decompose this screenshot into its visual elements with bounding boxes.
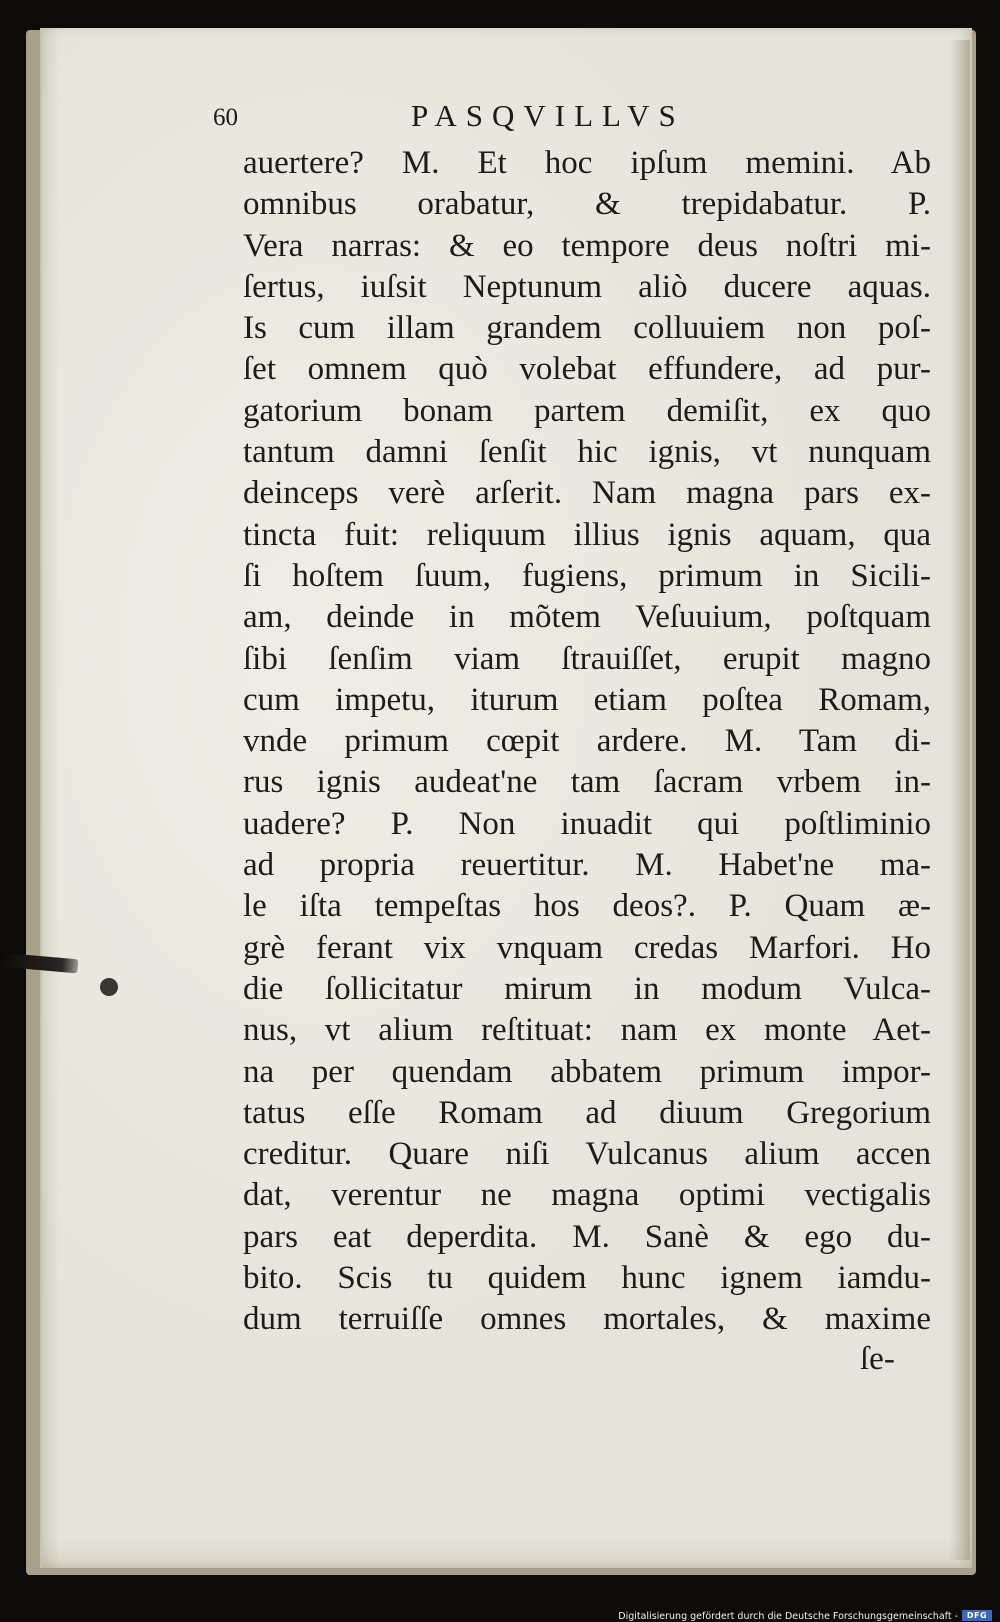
text-line: tatus eſſe Romam ad diuum Gregorium xyxy=(243,1094,931,1131)
text-line: ſet omnem quò volebat effundere, ad pur- xyxy=(243,351,931,388)
text-line: nus, vt alium reſtituat: nam ex monte Aet- xyxy=(243,1012,931,1049)
text-line: auertere? M. Et hoc ipſum memini. Ab xyxy=(243,145,931,181)
text-line: Vera narras: & eo tempore deus noſtri mi- xyxy=(243,227,931,264)
text-line: Is cum illam grandem colluuiem non poſ- xyxy=(243,310,931,347)
page-number: 60 xyxy=(213,104,238,131)
page-spot xyxy=(100,978,118,996)
text-line: pars eat deperdita. M. Sanè & ego du- xyxy=(243,1218,931,1255)
catchword: ſe- xyxy=(860,1341,895,1377)
dfg-logo-icon: DFG xyxy=(962,1610,992,1621)
text-line: vnde primum cœpit ardere. M. Tam di- xyxy=(243,723,931,760)
text-line: uadere? P. Non inuadit qui poſtliminio xyxy=(243,805,931,842)
body-text xyxy=(243,143,931,1341)
text-line: cum impetu, iturum etiam poſtea Romam, xyxy=(243,681,931,718)
text-line: creditur. Quare niſi Vulcanus alium accen xyxy=(243,1136,931,1173)
text-line: tantum damni ſenſit hic ignis, vt nunquam xyxy=(243,434,931,471)
text-line: dat, verentur ne magna optimi vectigalis xyxy=(243,1177,931,1214)
text-line: bito. Scis tu quidem hunc ignem iamdu- xyxy=(243,1260,931,1297)
text-line: am, deinde in mõtem Veſuuium, poſtquam xyxy=(243,599,931,636)
text-line: ad propria reuertitur. M. Habet'ne ma- xyxy=(243,847,931,884)
text-line: le iſta tempeſtas hos deos?. P. Quam æ- xyxy=(243,888,931,925)
text-line: grè ferant vix vnquam credas Marfori. Ho xyxy=(243,929,931,966)
text-line: na per quendam abbatem primum impor- xyxy=(243,1053,931,1090)
footer-credit: Digitalisierung gefördert durch die Deutsche Forschungsgemeinschaft - xyxy=(618,1611,958,1622)
text-line: die ſollicitatur mirum in modum Vulca- xyxy=(243,970,931,1007)
text-line: ſertus, iuſsit Neptunum aliò ducere aquas. xyxy=(243,268,931,305)
text-line: gatorium bonam partem demiſit, ex quo xyxy=(243,392,931,429)
running-title: PASQVILLVS xyxy=(411,98,685,133)
text-line: ſibi ſenſim viam ſtrauiſſet, erupit magno xyxy=(243,640,931,677)
page-gutter-shadow xyxy=(948,40,970,1560)
text-line: tincta fuit: reliquum illius ignis aquam, qua xyxy=(243,516,931,553)
text-line: rus ignis audeat'ne tam ſacram vrbem in- xyxy=(243,764,931,801)
page-header xyxy=(213,98,783,138)
text-line: ſi hoſtem ſuum, fugiens, primum in Sicili- xyxy=(243,557,931,594)
text-line: omnibus orabatur, & trepidabatur. P. xyxy=(243,186,931,223)
text-line: dum terruiſſe omnes mortales, & maxime xyxy=(243,1301,931,1338)
text-line: deinceps verè arſerit. Nam magna pars ex- xyxy=(243,475,931,512)
